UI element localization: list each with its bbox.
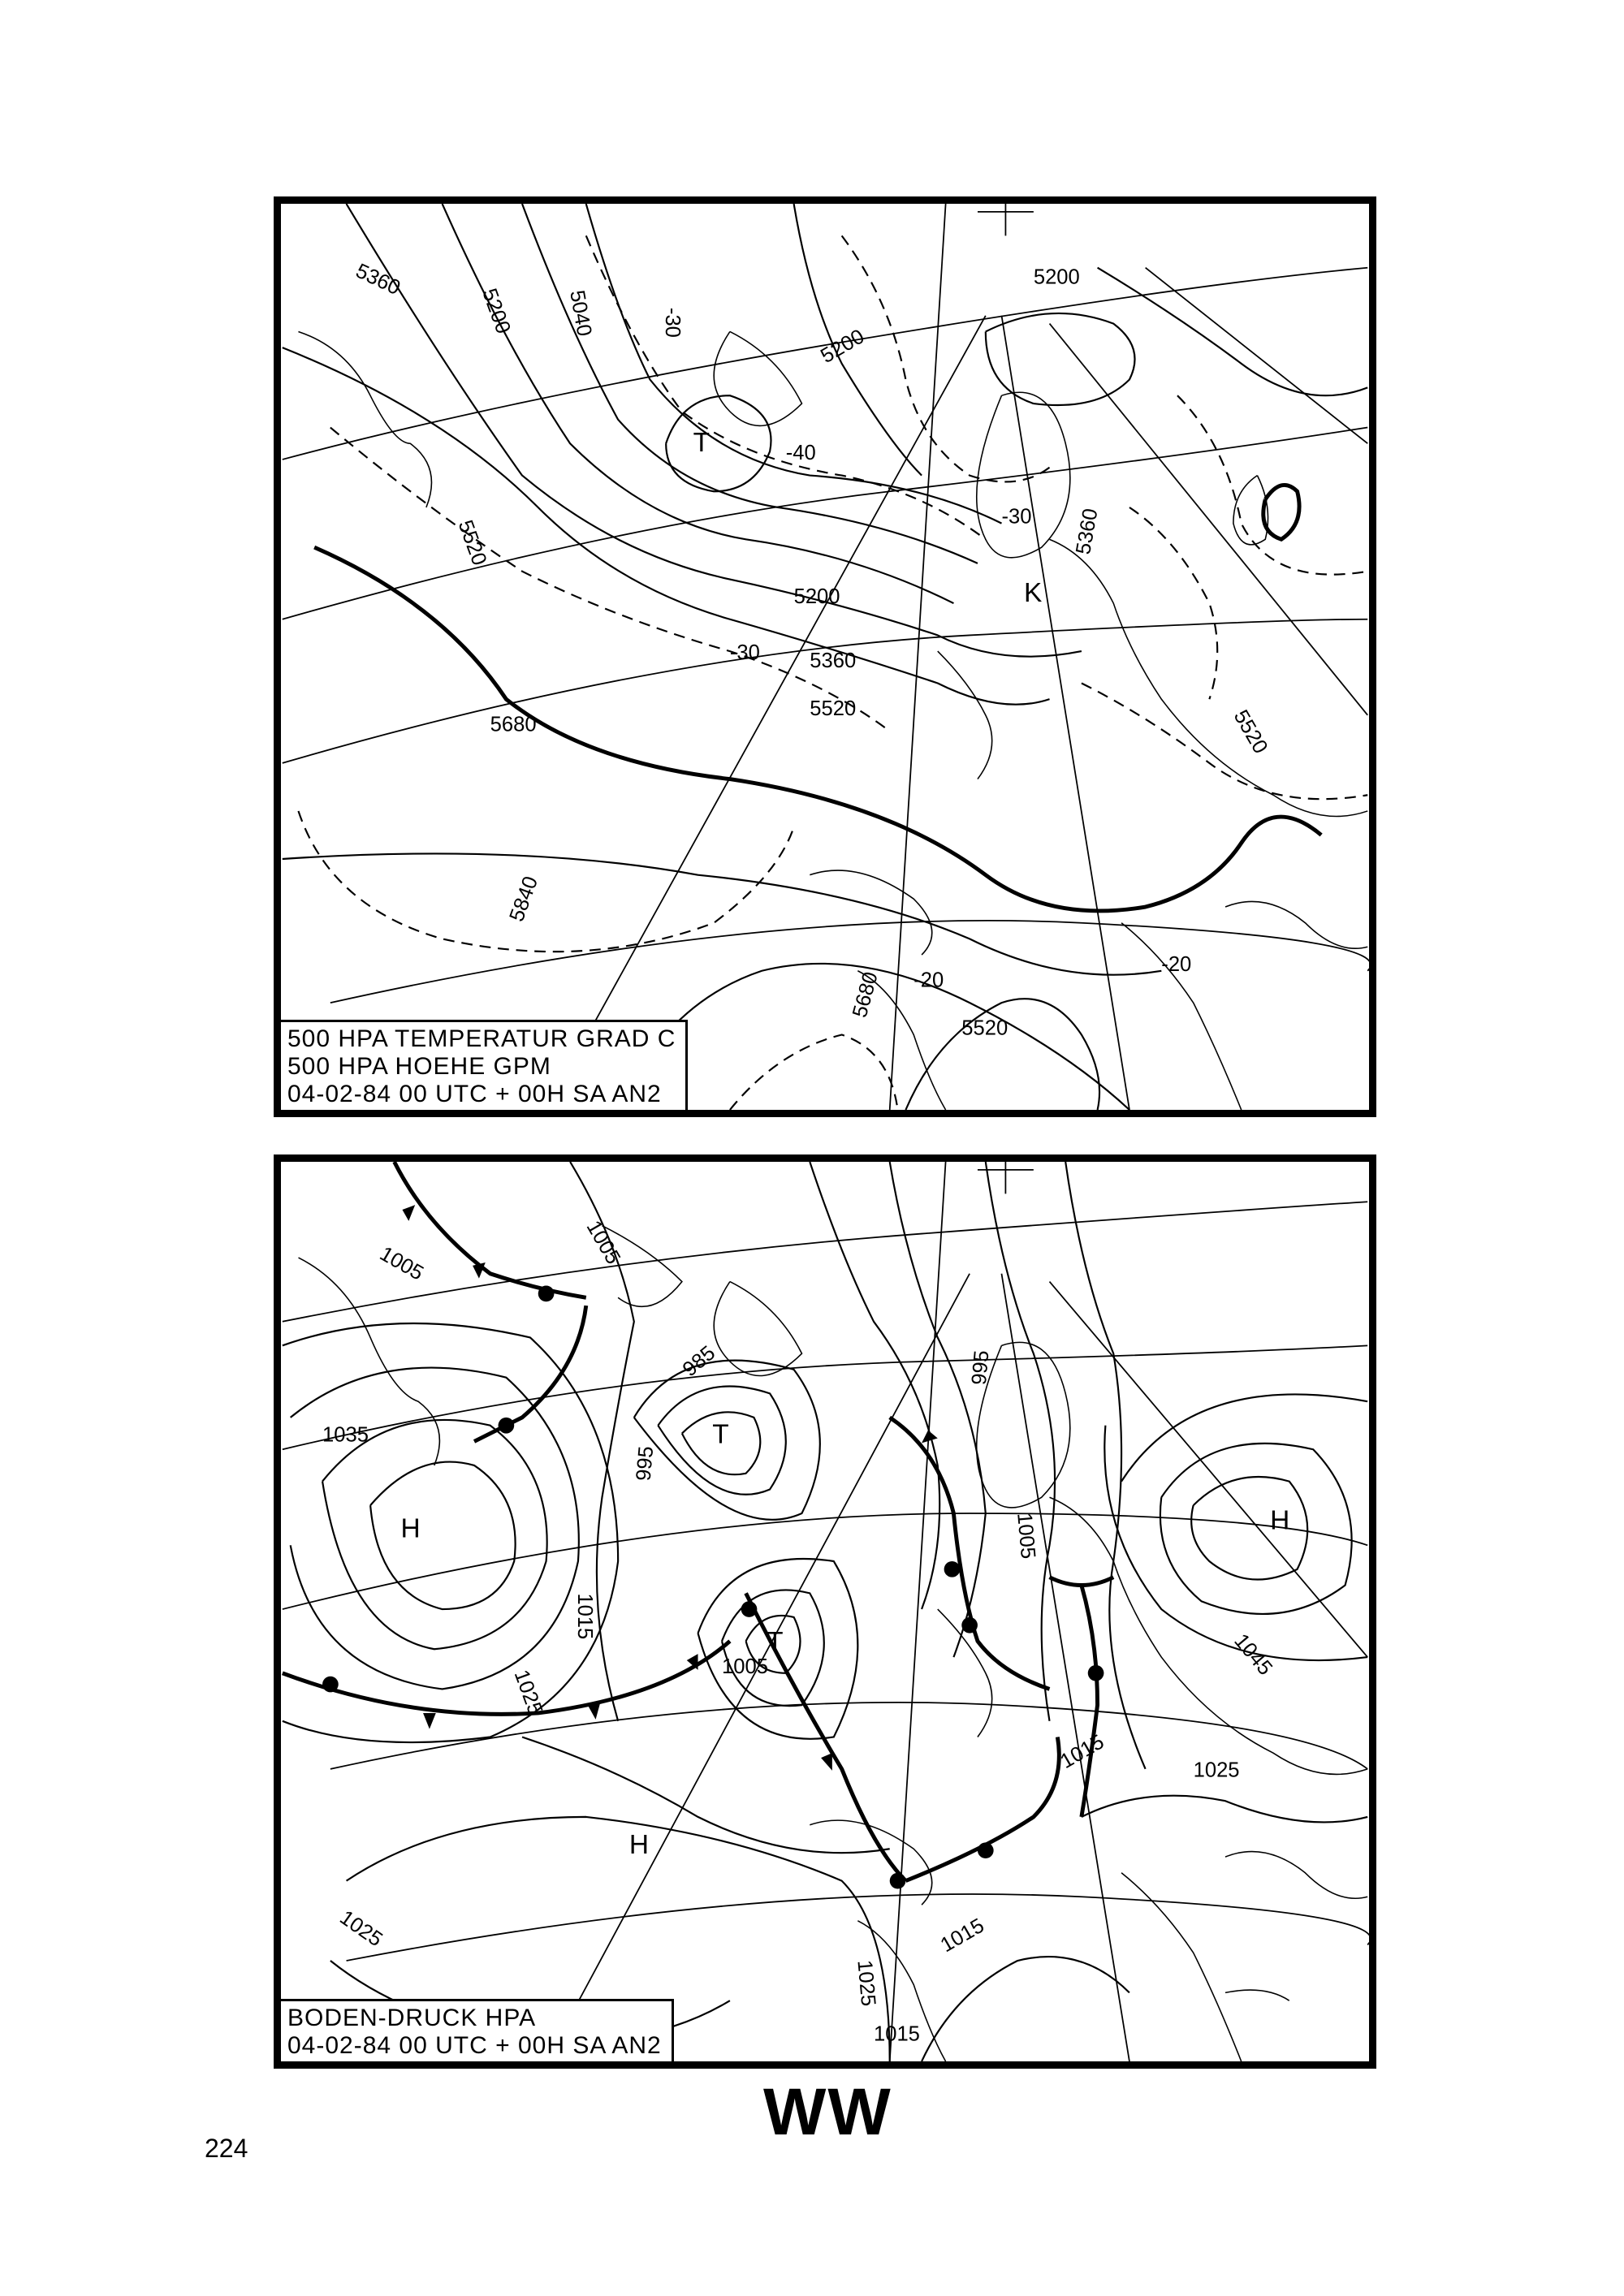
temp-label: -30 [661,307,685,338]
surface-pressure-map [274,1154,1376,2069]
isobar-label: 1045 [1229,1629,1277,1680]
front-semicircle [322,1677,339,1693]
isobar-label: 1015 [936,1914,988,1957]
graticule [283,1162,1369,2061]
temp-label: -30 [729,641,760,664]
height-label: 5200 [1033,265,1080,289]
front-semicircle [1088,1665,1104,1681]
high-pressure-center: H [1270,1505,1290,1536]
height-label: 5040 [565,288,596,339]
height-label: 5680 [490,713,537,736]
height-label: 5520 [453,517,491,569]
height-label: 5200 [816,325,869,369]
isobar-label: 1025 [509,1667,547,1719]
low-center-symbol: T [693,428,710,459]
isobar-label: 1025 [335,1905,387,1952]
height-label: 5360 [810,649,857,672]
top-map-caption [281,1020,688,1110]
front-semicircle [961,1617,978,1634]
isobar-label: 1015 [572,1593,596,1640]
isobar-label: 995 [632,1445,659,1482]
temp-label: -40 [785,441,816,464]
contour-labels [352,260,1272,1040]
height-label: 5840 [505,873,543,925]
surface-chart-canvas [281,1162,1369,2061]
front-triangle [922,1431,938,1444]
height-label: 5520 [810,697,857,720]
upper-air-500hpa-map [274,196,1376,1117]
warm-front [905,1737,1059,1880]
front-semicircle [741,1601,758,1617]
isobar-label: 1005 [581,1216,625,1269]
isobar-label: 1015 [874,2022,920,2046]
coastlines [298,331,1367,1110]
temp-label: -30 [1001,505,1032,529]
low-pressure-center: T [712,1419,729,1450]
front-semicircle [890,1873,906,1889]
isobar-label: 985 [678,1341,720,1382]
height-label: 5360 [352,259,404,300]
front-semicircle [978,1842,994,1858]
front-semicircle [499,1418,515,1434]
isobar-label: 1005 [722,1655,768,1678]
height-label: 5680 [848,969,883,1021]
front-triangle [821,1753,832,1771]
height-label: 5200 [793,585,840,609]
low-pressure-center: T [767,1627,784,1658]
isobar-label: 1005 [1013,1512,1040,1560]
isobars [283,1162,1367,2061]
high-pressure-center: H [400,1513,421,1544]
isobar-label: 1025 [853,1959,880,2008]
temp-label: -20 [1161,952,1192,976]
caption-line: 500 HPA TEMPERATUR GRAD C [287,1025,676,1052]
isobar-label: 995 [967,1349,994,1387]
bottom-map-caption [281,1999,674,2061]
height-label: 5200 [477,285,515,337]
cold-center-symbol: K [1024,578,1043,609]
cold-front [395,1162,586,1297]
temperature-contours [298,235,1367,1110]
caption-line: BODEN-DRUCK HPA [287,2005,537,2031]
caption-line: 500 HPA HOEHE GPM [287,1053,551,1080]
caption-line: 04-02-84 00 UTC + 00H SA AN2 [287,1081,662,1107]
upper-air-chart-canvas [281,204,1369,1110]
front-semicircle [944,1561,961,1577]
isobar-label: 1005 [375,1242,428,1285]
page-number: 224 [205,2134,248,2163]
isobar-label: 1035 [322,1423,369,1447]
temp-label: -20 [914,969,944,992]
isobar-label: 1025 [1193,1759,1240,1782]
front-east [1050,1577,1114,1586]
height-label: 5520 [961,1016,1009,1040]
height-label: 5520 [1229,706,1272,758]
isobar-label: 1015 [1056,1730,1108,1774]
caption-line: 04-02-84 00 UTC + 00H SA AN2 [287,2032,662,2059]
coastlines [299,1226,1368,2061]
high-pressure-center: H [628,1830,650,1861]
chart-tag: WW [763,2075,892,2149]
height-label: 5360 [1072,507,1103,557]
front-semicircle [538,1286,555,1302]
front-triangle [402,1205,415,1221]
front-triangle [423,1713,436,1729]
